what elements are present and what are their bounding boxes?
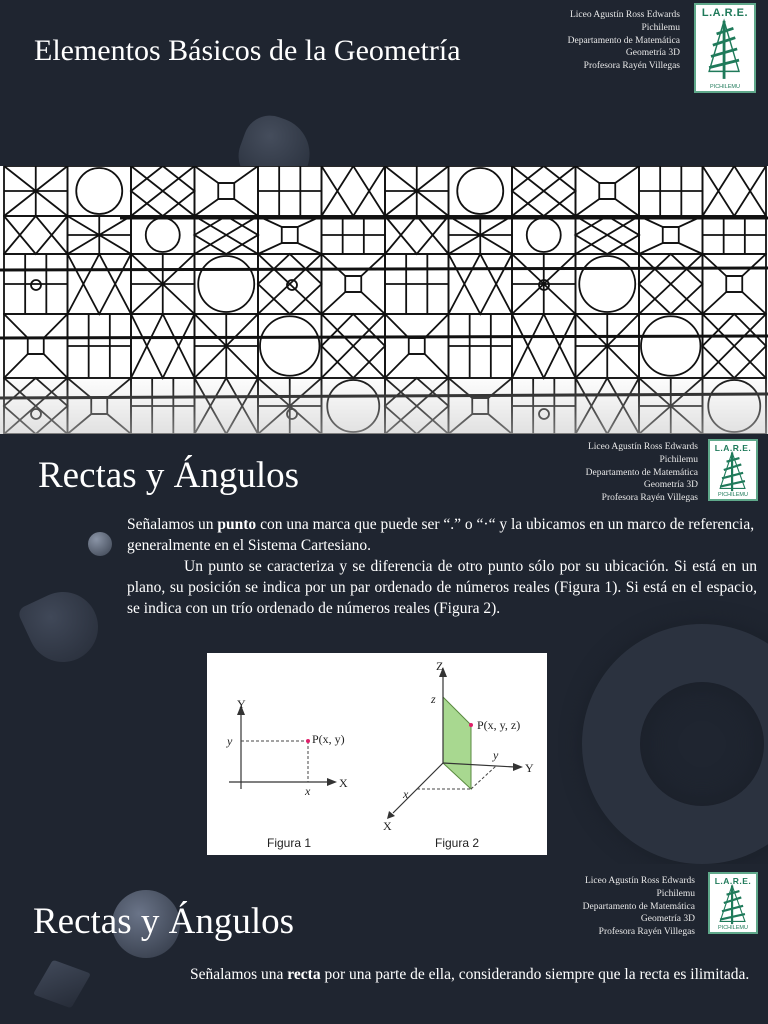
institution-info [568, 9, 680, 73]
institution-line: Liceo Agustín Ross Edwards [569, 10, 680, 20]
logo-subtitle: PICHILEMU [718, 925, 748, 931]
institution-line: Pichilemu [641, 22, 680, 33]
decorative-cube [33, 960, 91, 1009]
logo-text: L.A.R.E. [714, 876, 752, 886]
institution-line: Geometría 3D [643, 480, 698, 491]
axis-label-z: Z [436, 659, 444, 673]
institution-line: Profesora Rayén Villegas [583, 61, 680, 72]
coord-label-y: y [493, 748, 499, 762]
x-axis [393, 763, 443, 813]
institution-line: Liceo Agustín Ross Edwards [587, 442, 698, 452]
institution-line: Departamento de Matemática [567, 35, 680, 46]
slide-2 [0, 434, 768, 864]
institution-line: Departamento de Matemática [585, 467, 698, 478]
figures-svg [207, 653, 547, 855]
slide-1 [0, 0, 768, 166]
axis-label-y: Y [525, 761, 534, 775]
point-marker [306, 739, 310, 743]
institution-line: Pichilemu [659, 454, 698, 465]
bold-term: recta [287, 966, 321, 983]
text-run: con una marca que puede ser “.” o “·“ y la ubicamos en un marco de referencia, generalmente en el Sistema Cartesiano. [127, 516, 755, 554]
logo-text: L.A.R.E. [714, 443, 752, 453]
point-marker [469, 723, 473, 727]
institution-line: Profesora Rayén Villegas [598, 927, 695, 938]
text-run: Señalamos una [190, 966, 288, 983]
point-label: P(x, y, z) [477, 718, 521, 732]
coord-label-x: x [305, 784, 311, 798]
institution-line: Pichilemu [656, 888, 695, 899]
pattern-fade [0, 374, 768, 434]
paragraph: Un punto se caracteriza y se diferencia de otro punto sólo por su ubicación. Si está en un plano, su posición se indica por un par ordenado de números reales (Figura 1). Si está en el espacio, se indica con un trío ordenado de números reales (Figura 2). [127, 558, 757, 617]
coord-label-x: x [403, 787, 409, 801]
figure-1 [226, 697, 348, 850]
institution-line: Liceo Agustín Ross Edwards [584, 876, 695, 886]
institution-info [583, 875, 695, 939]
point-label: P(x, y) [312, 732, 345, 746]
school-logo [694, 3, 756, 93]
text-run: por una parte de ella, considerando siempre que la recta es ilimitada. [320, 966, 750, 983]
decorative-blob [230, 108, 320, 166]
bold-term: punto [217, 516, 257, 533]
institution-info [586, 441, 698, 505]
axis-label-x: X [383, 819, 392, 833]
decorative-sphere [88, 532, 112, 556]
geometric-pattern-image [0, 166, 768, 434]
decorative-shape [16, 580, 109, 673]
paragraph [127, 514, 757, 556]
figure-caption: Figura 1 [267, 836, 312, 850]
tree-icon [710, 874, 756, 932]
school-logo [708, 439, 758, 501]
coord-label-y: y [227, 734, 233, 748]
section-title: Rectas y Ángulos [33, 901, 295, 942]
institution-line: Profesora Rayén Villegas [601, 493, 698, 504]
coordinate-figures [207, 653, 547, 855]
section-title: Rectas y Ángulos [38, 455, 300, 496]
axis-label-x: X [339, 776, 348, 790]
figure-caption: Figura 2 [435, 836, 480, 850]
figure-2 [383, 659, 534, 850]
body-text [127, 514, 757, 619]
arrow-icon [513, 763, 523, 771]
arrow-icon [327, 778, 337, 786]
logo-text: L.A.R.E. [701, 7, 749, 19]
institution-line: Geometría 3D [640, 914, 695, 925]
page-title: Elementos Básicos de la Geometría [34, 34, 461, 67]
logo-subtitle: PICHILEMU [718, 492, 748, 498]
slide-3 [0, 864, 768, 1024]
shaded-plane [443, 697, 471, 789]
axis-label-y: Y [237, 697, 246, 711]
decorative-torus [582, 624, 768, 864]
paragraph [190, 964, 750, 985]
coord-label-z: z [431, 692, 436, 706]
institution-line: Departamento de Matemática [582, 901, 695, 912]
tree-icon [696, 5, 754, 91]
logo-subtitle: PICHILEMU [710, 84, 740, 90]
text-run: Señalamos un [127, 516, 218, 533]
tree-icon [710, 441, 756, 499]
body-text [190, 964, 750, 985]
guide-line [471, 766, 496, 789]
school-logo [708, 872, 758, 934]
institution-line: Geometría 3D [625, 48, 680, 59]
